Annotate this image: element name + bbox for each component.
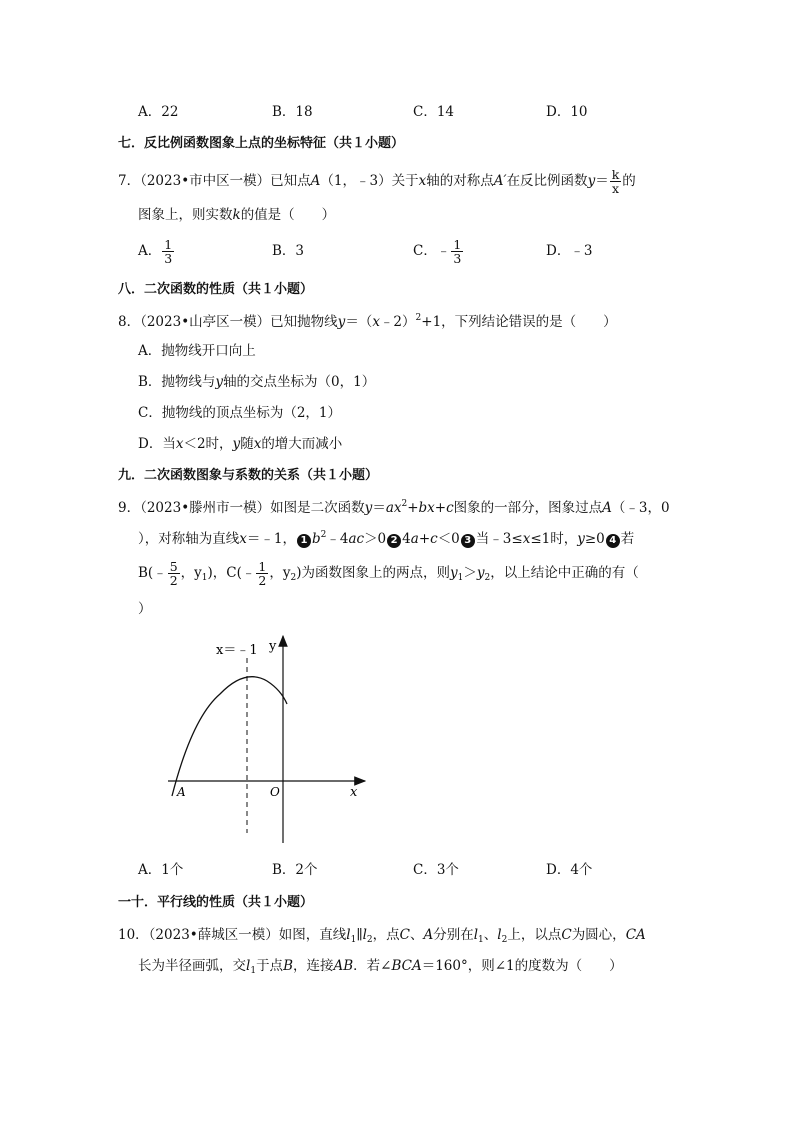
q9-line-4: ） [138, 601, 152, 617]
q7-line-1: 7．（2023•市中区一模）已知点A（1，﹣3）关于x轴的对称点A′在反比例函数y＝ $\frac{k}{x}$ 的 [118, 167, 636, 197]
q6-option-b: B．18 [272, 104, 313, 120]
q7-fraction-k-over-x: $\frac{k}{x}$ [611, 167, 620, 197]
q7-option-d: D．﹣3 [546, 243, 593, 259]
q8-stem: 8．（2023•山亭区一模）已知抛物线y＝（x﹣2）$^2$+1，下列结论错误的是（ ） [118, 313, 617, 330]
q7-option-a: A． $\frac{1}{3}$ [138, 237, 173, 267]
section-10-title: 一十．平行线的性质（共１小题） [118, 895, 314, 910]
q10-line-1: 10．（2023•薛城区一模）如图，直线$l_1\parallel l_2$，点C、A分别在$l_1$、$l_2$上，以点C为圆心，CA [118, 927, 646, 945]
symmetry-axis-label: x＝﹣1 [216, 643, 258, 658]
q9-line-3: B(﹣ $\frac{5}{2}$ ，$y_1$)，C(﹣ $\frac{1}{2}$ ，$y_2$)为函数图象上的两点，则$y_1>y_2$，以上结论中正确的有（ [138, 559, 639, 589]
q7-option-c: C．﹣ $\frac{1}{3}$ [413, 237, 462, 267]
q9-parabola-graph [160, 628, 370, 848]
point-a-label: A [177, 785, 186, 799]
q8-option-a: A．抛物线开口向上 [138, 343, 256, 359]
section-9-title: 九．二次函数图象与系数的关系（共１小题） [118, 468, 379, 483]
x-axis-label: x [350, 785, 358, 800]
q9-option-a: A．1个 [138, 862, 184, 878]
q9-line-1: 9．（2023•滕州市一模）如图是二次函数$y=ax^2+bx+c$图象的一部分，图象过点A（﹣3，0 [118, 499, 670, 516]
q6-option-d: D．10 [546, 104, 588, 120]
origin-label: O [270, 785, 280, 799]
q7-option-b: B．3 [272, 243, 305, 259]
q6-option-a: A．22 [138, 104, 179, 120]
q9-line-2: ），对称轴为直线x＝﹣1， 1 $b^2﹣4ac>0$ 2 4a+c＜0 3 当﹣3≤x≤1时，y≥0 4 若 [138, 530, 635, 547]
q6-option-c: C．14 [413, 104, 455, 120]
y-axis-label: y [269, 639, 277, 654]
q7-line-2: 图象上，则实数k的值是（ ） [138, 207, 336, 223]
q9-option-b: B．2个 [272, 862, 318, 878]
q9-option-d: D．4个 [546, 862, 593, 878]
q10-line-2: 长为半径画弧，交$l_1$于点B，连接AB．若∠BCA＝160°，则∠1的度数为（ ） [138, 958, 623, 976]
parabola-curve [172, 677, 287, 796]
section-7-title: 七．反比例函数图象上点的坐标特征（共１小题） [118, 136, 405, 151]
q8-option-b: B．抛物线与y轴的交点坐标为（0，1） [138, 374, 376, 390]
q8-option-c: C．抛物线的顶点坐标为（2，1） [138, 405, 342, 421]
q9-option-c: C．3个 [413, 862, 459, 878]
section-8-title: 八．二次函数的性质（共１小题） [118, 282, 314, 297]
q8-option-d: D．当x＜2时，y随x的增大而减小 [138, 436, 343, 452]
